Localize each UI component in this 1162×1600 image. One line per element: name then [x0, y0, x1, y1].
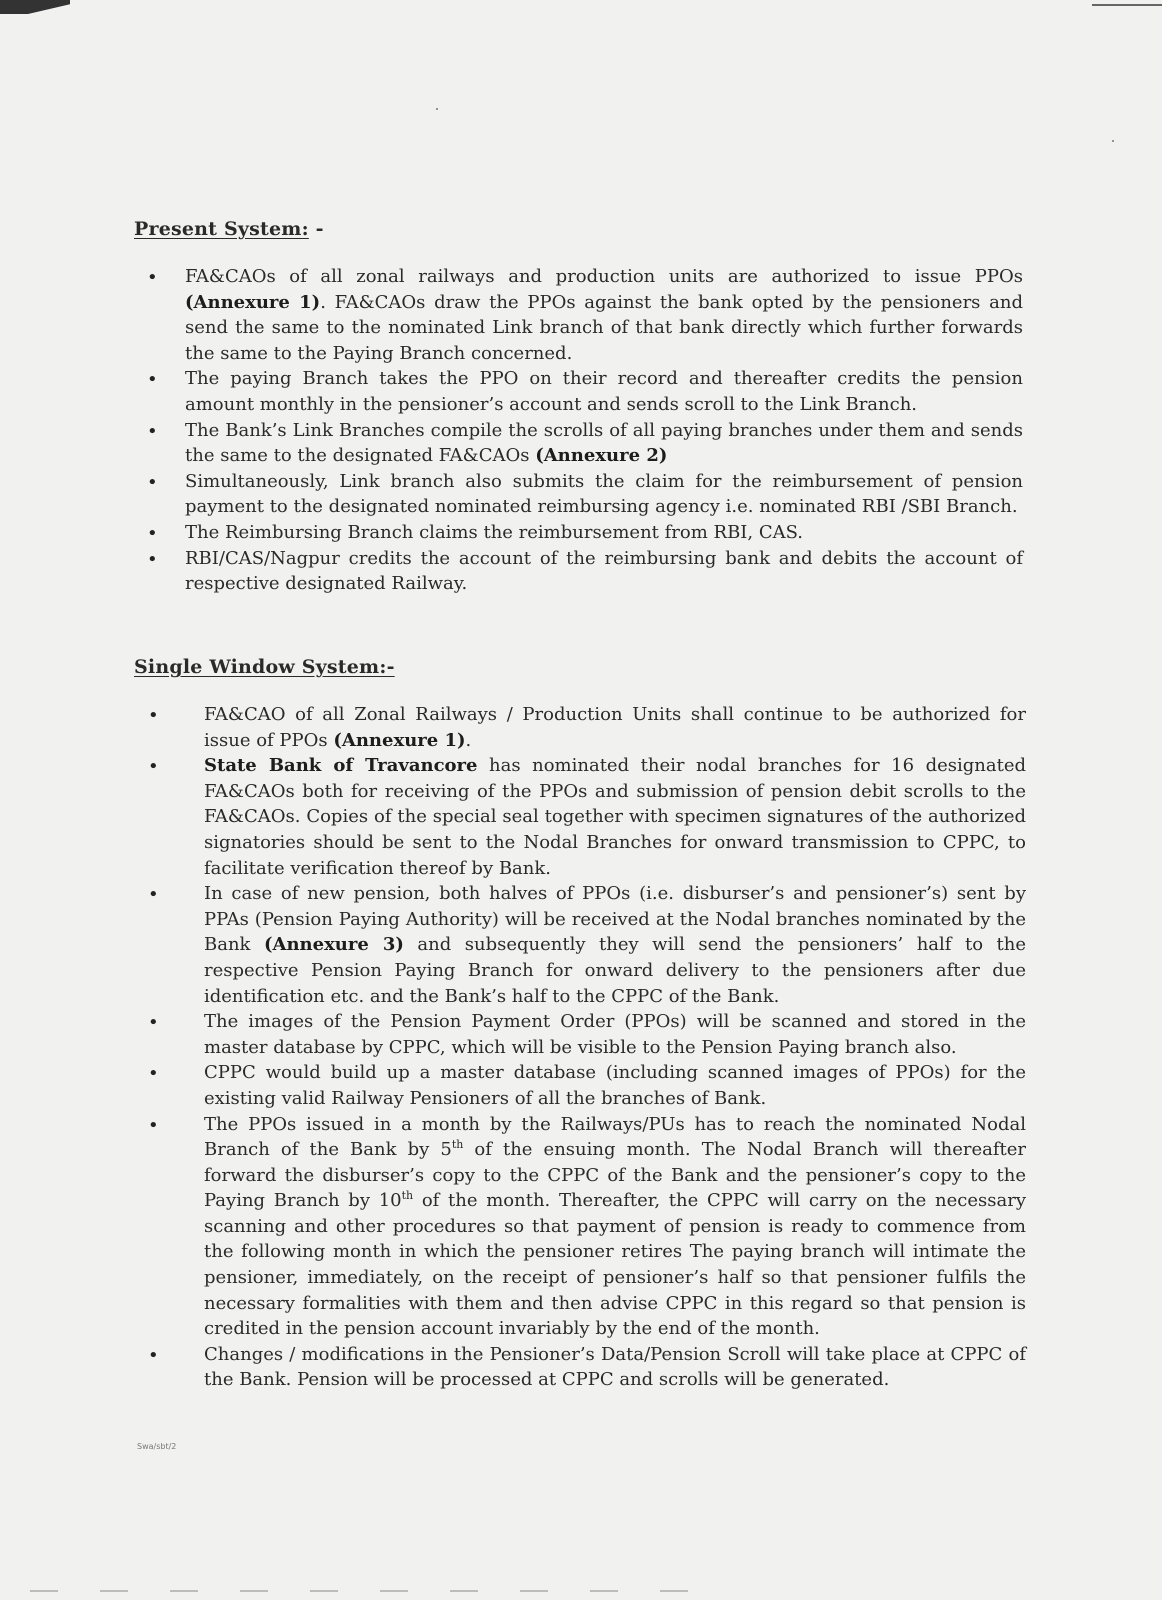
- list-item: • The paying Branch takes the PPO on their record and thereafter credits the pension amount monthly in the pensioner’s account and sends scroll to the Link Branch.: [185, 366, 1023, 417]
- scan-speck: [436, 108, 438, 110]
- list-item: • RBI/CAS/Nagpur credits the account of the reimbursing bank and debits the account of respective designated Railway.: [185, 546, 1023, 597]
- scan-artifact: [1092, 4, 1162, 6]
- single-window-system-list: [204, 702, 1026, 1393]
- list-item: • Simultaneously, Link branch also submits the claim for the reimbursement of pension payment to the designated nominated reimbursing agency i.e. nominated RBI /SBI Branch.: [185, 469, 1023, 520]
- list-item: • Changes / modifications in the Pensioner’s Data/Pension Scroll will take place at CPPC of the Bank. Pension will be processed at CPPC and scrolls will be generated.: [204, 1342, 1026, 1393]
- list-item: • The Reimbursing Branch claims the reimbursement from RBI, CAS.: [185, 520, 1023, 546]
- footer-code: Swa/sbt/2: [137, 1442, 177, 1451]
- present-system-list: [185, 264, 1023, 597]
- section-heading-present-system: Present System: -: [134, 218, 324, 240]
- list-item: • In case of new pension, both halves of PPOs (i.e. disburser’s and pensioner’s) sent by PPAs (Pension Paying Authority) will be received at the Nodal branches nominated by the Bank (Annexure 3) and subsequently they will send the pensioners’ half to the respective Pension Paying Branch for onward delivery to the pensioners after due identification etc. and the Bank’s half to the CPPC of the Bank.: [204, 881, 1026, 1009]
- scan-speck: [1112, 140, 1114, 142]
- list-item: • FA&CAOs of all zonal railways and production units are authorized to issue PPOs (Annexure 1). FA&CAOs draw the PPOs against the bank opted by the pensioners and send the same to the nominated Link branch of that bank directly which further forwards the same to the Paying Branch concerned.: [185, 264, 1023, 366]
- list-item: • CPPC would build up a master database (including scanned images of PPOs) for the existing valid Railway Pensioners of all the branches of Bank.: [204, 1060, 1026, 1111]
- section-heading-single-window-system: Single Window System:-: [134, 656, 395, 678]
- scan-artifact: [0, 0, 70, 14]
- list-item: • The PPOs issued in a month by the Railways/PUs has to reach the nominated Nodal Branch of the Bank by 5th of the ensuing month. The Nodal Branch will thereafter forward the disburser’s copy to the CPPC of the Bank and the pensioner’s copy to the Paying Branch by 10th of the month. Thereafter, the CPPC will carry on the necessary scanning and other procedures so that payment of pension is ready to commence from the following month in which the pensioner retires The paying branch will intimate the pensioner, immediately, on the receipt of pensioner’s half so that pensioner fulfils the necessary formalities with them and then advise CPPC in this regard so that pension is credited in the pension account invariably by the end of the month.: [204, 1112, 1026, 1342]
- list-item: • FA&CAO of all Zonal Railways / Production Units shall continue to be authorized for issue of PPOs (Annexure 1).: [204, 702, 1026, 753]
- list-item: • State Bank of Travancore has nominated their nodal branches for 16 designated FA&CAOs both for receiving of the PPOs and submission of pension debit scrolls to the FA&CAOs. Copies of the special seal together with specimen signatures of the authorized signatories should be sent to the Nodal Branches for onward transmission to CPPC, to facilitate verification thereof by Bank.: [204, 753, 1026, 881]
- scan-artifact: [30, 1590, 710, 1592]
- list-item: • The Bank’s Link Branches compile the scrolls of all paying branches under them and sends the same to the designated FA&CAOs (Annexure 2): [185, 418, 1023, 469]
- list-item: • The images of the Pension Payment Order (PPOs) will be scanned and stored in the master database by CPPC, which will be visible to the Pension Paying branch also.: [204, 1009, 1026, 1060]
